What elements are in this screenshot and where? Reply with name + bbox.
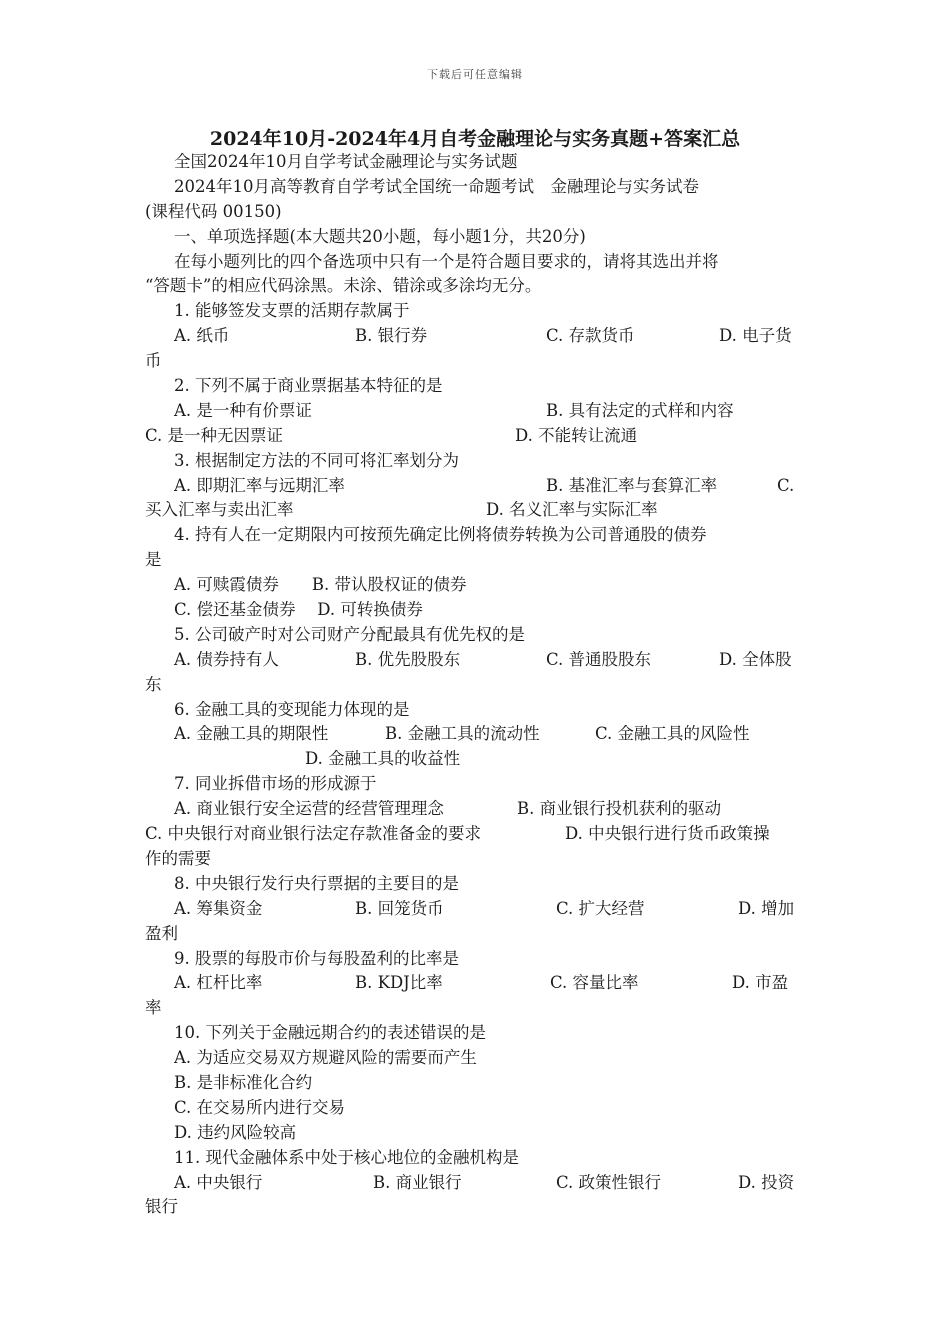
question-stem: 7. 同业拆借市场的形成源于 <box>174 774 377 794</box>
option: D. 投资 <box>738 1172 795 1192</box>
question-stem: 5. 公司破产时对公司财产分配最具有优先权的是 <box>174 624 525 644</box>
option: B. 商业银行投机获利的驱动 <box>517 799 722 819</box>
option-row: A. 可赎霞债券 B. 带认股权证的债券 <box>174 575 467 595</box>
page-header: 下载后可任意编辑 <box>427 68 523 81</box>
option-wrap: 东 <box>145 674 162 694</box>
option-row <box>145 399 810 424</box>
question-stem: 2. 下列不属于商业票据基本特征的是 <box>174 376 443 396</box>
option-wrap: 率 <box>145 998 162 1018</box>
option: A. 即期汇率与远期汇率 <box>174 475 345 495</box>
option-row <box>145 797 810 822</box>
option: C. <box>777 475 795 495</box>
option-row <box>145 1171 810 1196</box>
option: B. 是非标准化合约 <box>174 1072 313 1092</box>
option: A. 为适应交易双方规避风险的需要而产生 <box>174 1048 477 1068</box>
option-row <box>145 648 810 673</box>
question-stem: 8. 中央银行发行央行票据的主要目的是 <box>174 873 459 893</box>
option: D. 市盈 <box>732 973 789 993</box>
course-code: (课程代码 00150) <box>145 201 282 221</box>
option-row <box>145 897 810 922</box>
option: B. 基准汇率与套算汇率 <box>546 475 718 495</box>
intro-line: 2024年10月高等教育自学考试全国统一命题考试 金融理论与实务试卷 <box>174 176 699 196</box>
option: A. 筹集资金 <box>174 898 263 918</box>
option: D. 全体股 <box>719 649 792 669</box>
option: A. 债券持有人 <box>174 649 279 669</box>
option-wrap: 盈利 <box>145 923 178 943</box>
option-row <box>145 424 810 449</box>
option: C. 在交易所内进行交易 <box>174 1097 346 1117</box>
option: A. 商业银行安全运营的经营管理理念 <box>174 799 444 819</box>
option: B. KDJ比率 <box>355 973 443 993</box>
option: B. 银行券 <box>355 326 428 346</box>
option: D. 中央银行进行货币政策操 <box>565 824 770 844</box>
option: D. 不能转让流通 <box>515 425 638 445</box>
option: C. 是一种无因票证 <box>145 425 284 445</box>
option-row <box>145 722 810 747</box>
instruction-line: 在每小题列比的四个备选项中只有一个是符合题目要求的，请将其选出并将 <box>174 251 719 271</box>
option-row: C. 偿还基金债券 D. 可转换债券 <box>174 600 423 620</box>
question-stem: 10. 下列关于金融远期合约的表述错误的是 <box>174 1023 486 1043</box>
section-heading: 一、单项选择题(本大题共20小题，每小题1分，共20分) <box>174 226 586 246</box>
option: A. 杠杆比率 <box>174 973 263 993</box>
option: D. 违约风险较高 <box>174 1122 297 1142</box>
option: A. 是一种有价票证 <box>174 400 312 420</box>
option-row <box>145 498 810 523</box>
option-wrap: 银行 <box>145 1197 178 1217</box>
question-stem: 9. 股票的每股市价与每股盈利的比率是 <box>174 948 459 968</box>
option: C. 金融工具的风险性 <box>595 724 750 744</box>
document-title: 2024年10月-2024年4月自考金融理论与实务真题+答案汇总 <box>209 128 741 150</box>
document-body <box>145 150 810 1220</box>
option: D. 增加 <box>738 898 795 918</box>
question-stem: 1. 能够签发支票的活期存款属于 <box>174 301 410 321</box>
option: D. 名义汇率与实际汇率 <box>486 500 658 520</box>
option: A. 中央银行 <box>174 1172 263 1192</box>
option: A. 金融工具的期限性 <box>174 724 329 744</box>
question-stem: 11. 现代金融体系中处于核心地位的金融机构是 <box>174 1147 519 1167</box>
option-row <box>145 971 810 996</box>
option: B. 具有法定的式样和内容 <box>546 400 734 420</box>
option: D. 金融工具的收益性 <box>305 749 461 769</box>
option: B. 回笼货币 <box>355 898 444 918</box>
option-row <box>145 474 810 499</box>
option-wrap: 币 <box>145 351 162 371</box>
option: B. 优先股股东 <box>355 649 461 669</box>
question-stem: 6. 金融工具的变现能力体现的是 <box>174 699 410 719</box>
option: 买入汇率与卖出汇率 <box>145 500 294 520</box>
option: B. 金融工具的流动性 <box>385 724 540 744</box>
option: A. 纸币 <box>174 326 230 346</box>
option-row <box>145 822 810 847</box>
option-wrap: 作的需要 <box>145 848 211 868</box>
option: C. 容量比率 <box>550 973 639 993</box>
option: B. 商业银行 <box>373 1172 462 1192</box>
option: C. 扩大经营 <box>556 898 645 918</box>
intro-line: 全国2024年10月自学考试金融理论与实务试题 <box>174 152 518 171</box>
question-stem-wrap: 是 <box>145 550 162 570</box>
option: C. 中央银行对商业银行法定存款准备金的要求 <box>145 824 482 844</box>
option: C. 存款货币 <box>546 326 635 346</box>
option: C. 普通股股东 <box>546 649 652 669</box>
option: D. 电子货 <box>719 326 792 346</box>
instruction-line: “答题卡”的相应代码涂黑。未涂、错涂或多涂均无分。 <box>145 276 542 296</box>
option-row <box>145 747 810 772</box>
option: C. 政策性银行 <box>556 1172 662 1192</box>
option-row <box>145 324 810 349</box>
question-stem: 3. 根据制定方法的不同可将汇率划分为 <box>174 450 459 470</box>
question-stem: 4. 持有人在一定期限内可按预先确定比例将债券转换为公司普通股的债券 <box>174 525 707 545</box>
